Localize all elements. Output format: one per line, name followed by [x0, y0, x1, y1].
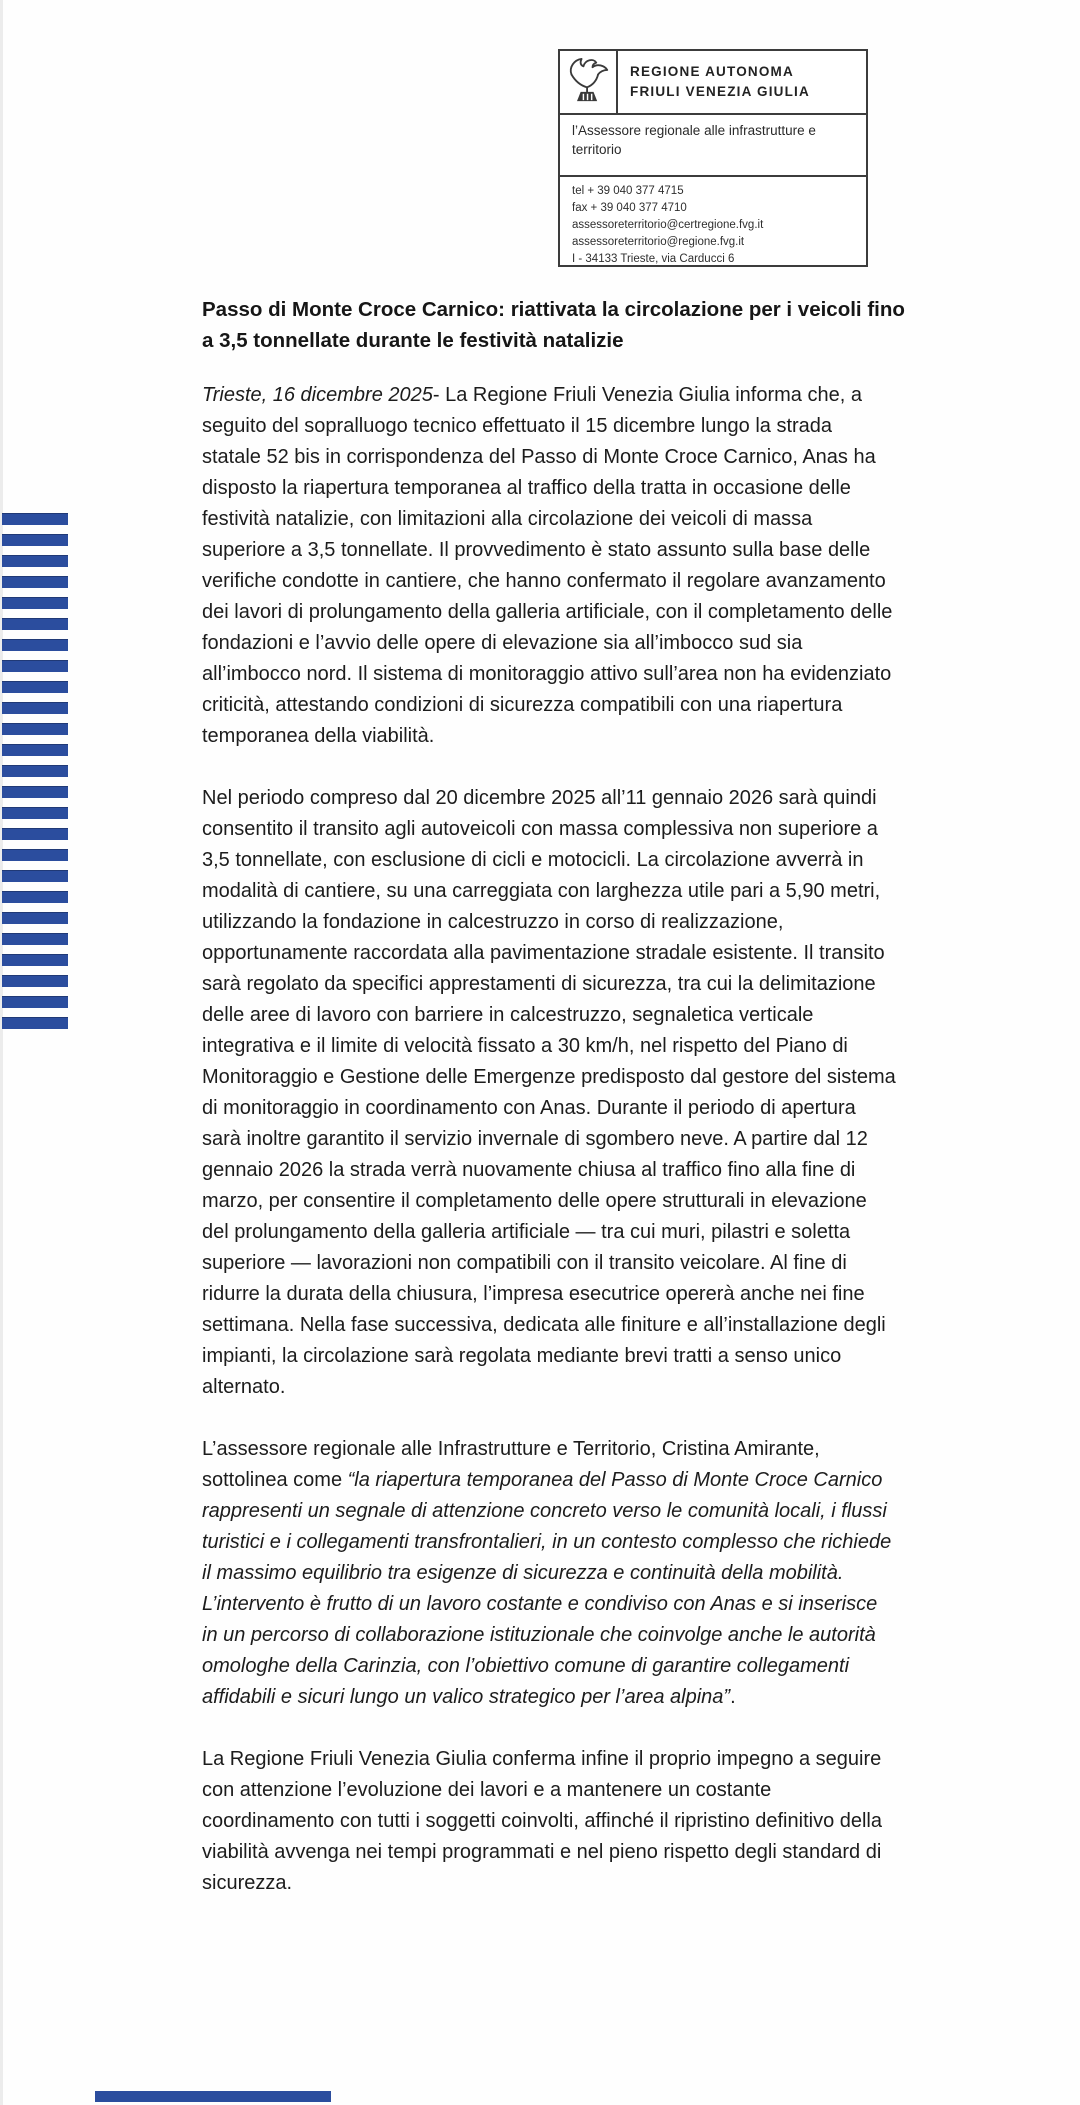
org-name-line1: REGIONE AUTONOMA	[630, 63, 794, 79]
flag-stripe	[2, 576, 68, 588]
footer-bar	[95, 2091, 331, 2102]
flag-stripe	[2, 513, 68, 525]
paragraph-4: La Regione Friuli Venezia Giulia conferma infine il proprio impegno a seguire con attenzione l’evoluzione dei lavori e a mantenere un costante coordinamento con tutti i soggetti coinvolti, affinché il ripristino definitivo della viabilità avvenga nei tempi programmati e nel pieno rispetto degli standard di sicurezza.	[202, 1748, 882, 1894]
flag-stripe	[2, 744, 68, 756]
flag-stripe	[2, 807, 68, 819]
flag-stripe	[2, 597, 68, 609]
paragraph-1	[202, 380, 896, 752]
page-left-edge	[0, 0, 3, 2105]
flag-stripe	[2, 639, 68, 651]
flag-stripe	[2, 618, 68, 630]
flag-stripe	[2, 534, 68, 546]
flag-stripe	[2, 555, 68, 567]
flag-stripe	[2, 765, 68, 777]
paragraph-1-text: - La Regione Friuli Venezia Giulia informa che, a seguito del sopralluogo tecnico effettuato il 15 dicembre lungo la strada statale 52 bis in corrispondenza del Passo di Monte Croce Carnico, Anas ha disposto la riapertura temporanea al traffico della tratta in occasione delle festività natalizie, con limitazioni alla circolazione dei veicoli di massa superiore a 3,5 tonnellate. Il provvedimento è stato assunto sulla base delle verifiche condotte in cantiere, che hanno confermato il regolare avanzamento dei lavori di prolungamento della galleria artificiale, con il completamento delle fondazioni e l’avvio delle opere di elevazione sia all’imbocco sud sia all’imbocco nord. Il sistema di monitoraggio attivo sull’area non ha evidenziato criticità, attestando condizioni di sicurezza compatibili con una riapertura temporanea della viabilità.	[202, 384, 893, 747]
letterhead-header-row	[560, 51, 866, 113]
office-title: l’Assessore regionale alle infrastrutture e territorio	[560, 113, 866, 175]
contact-email-cert: assessoreterritorio@certregione.fvg.it	[572, 219, 764, 232]
logo-cell	[560, 51, 618, 113]
org-name-line2: FRIULI VENEZIA GIULIA	[630, 84, 810, 99]
flag-stripe	[2, 723, 68, 735]
paragraph-3-intro: L’assessore regionale alle Infrastrutture e Territorio, Cristina Amirante, sottolinea come	[202, 1438, 820, 1491]
flag-stripe	[2, 912, 68, 924]
flag-stripe	[2, 870, 68, 882]
flag-stripe	[2, 702, 68, 714]
flag-stripe	[2, 849, 68, 861]
flag-stripe	[2, 933, 68, 945]
paragraph-2: Nel periodo compreso dal 20 dicembre 2025 all’11 gennaio 2026 sarà quindi consentito il transito agli autoveicoli con massa complessiva non superiore a 3,5 tonnellate, con esclusione di cicli e motocicli. La circolazione avverrà in modalità di cantiere, su una carreggiata con larghezza utile pari a 5,90 metri, utilizzando la fondazione in calcestruzzo in corso di realizzazione, opportunamente raccordata alla pavimentazione stradale esistente. Il transito sarà regolato da specifici apprestamenti di sicurezza, tra cui la delimitazione delle aree di lavoro con barriere in calcestruzzo, segnaletica verticale integrativa e il limite di velocità fissato a 30 km/h, nel rispetto del Piano di Monitoraggio e Gestione delle Emergenze predisposto dal gestore del sistema di monitoraggio in coordinamento con Anas. Durante il periodo di apertura sarà inoltre garantito il servizio invernale di sgombero neve. A partire dal 12 gennaio 2026 la strada verrà nuovamente chiusa al traffico fino alla fine di marzo, per consentire il completamento delle opere strutturali in elevazione del prolungamento della galleria artificiale — tra cui muri, pilastri e soletta superiore — lavorazioni non compatibili con il transito veicolare. Al fine di ridurre la durata della chiusura, l’impresa esecutrice opererà anche nei fine settimana. Nella fase successiva, dedicata alle finiture e all’installazione degli impianti, la circolazione sarà regolata mediante brevi tratti a senso unico alternato.	[202, 787, 896, 1398]
flag-stripe	[2, 1017, 68, 1029]
assessor-quote: “la riapertura temporanea del Passo di Monte Croce Carnico rappresenti un segnale di attenzione concreto verso le comunità locali, i flussi turistici e i collegamenti transfrontalieri, in un contesto complesso che richiede il massimo equilibrio tra esigenze di sicurezza e continuità della mobilità. L’intervento è frutto di un lavoro costante e condiviso con Anas e si inserisce in un percorso di collaborazione istituzionale che coinvolge anche le autorità omologhe della Carinzia, con l’obiettivo comune di garantire collegamenti affidabili e sicuri lungo un valico strategico per l’area alpina”	[202, 1469, 892, 1708]
contact-block	[560, 175, 866, 265]
contact-address: I - 34133 Trieste, via Carducci 6	[572, 253, 735, 266]
flag-stripe	[2, 681, 68, 693]
flag-stripe	[2, 975, 68, 987]
paragraph-3	[202, 1434, 896, 1713]
contact-tel: tel + 39 040 377 4715	[572, 185, 684, 197]
flag-stripe	[2, 828, 68, 840]
flag-stripe	[2, 954, 68, 966]
contact-fax: fax + 39 040 377 4710	[572, 202, 687, 215]
contact-email: assessoreterritorio@regione.fvg.it	[572, 236, 745, 249]
letterhead	[558, 49, 868, 267]
flag-stripe	[2, 996, 68, 1008]
org-name	[618, 51, 866, 113]
press-release-body	[202, 380, 896, 1930]
paragraph-3-close: .	[730, 1686, 736, 1708]
eagle-logo-icon	[566, 55, 610, 110]
flag-stripes	[2, 513, 68, 1038]
dateline: Trieste, 16 dicembre 2025	[202, 384, 433, 406]
flag-stripe	[2, 786, 68, 798]
flag-stripe	[2, 891, 68, 903]
flag-stripe	[2, 660, 68, 672]
press-release-title: Passo di Monte Croce Carnico: riattivata la circolazione per i veicoli fino a 3,5 tonnellate durante le festività natalizie	[202, 298, 905, 352]
